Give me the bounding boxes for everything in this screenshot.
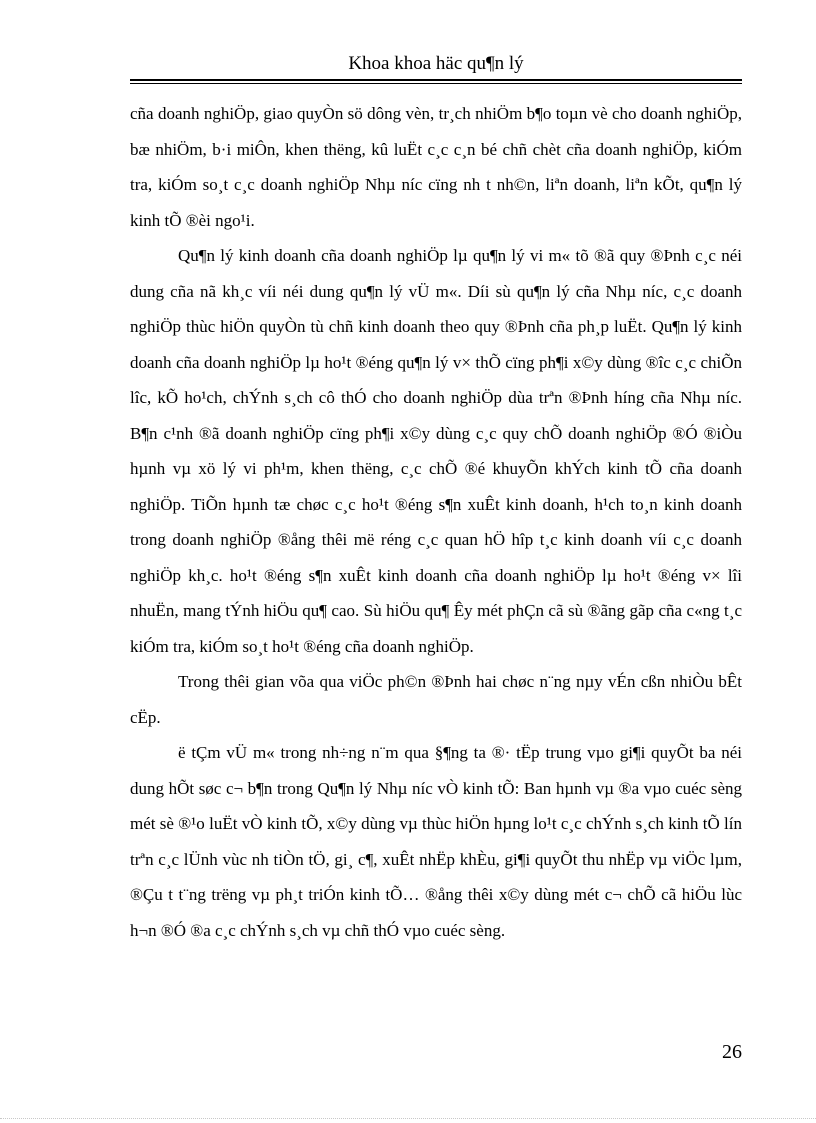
paragraph: ë tÇm vÜ m« trong nh÷ng n¨m qua §¶ng ta ®· tËp trung vµo gi¶i quyÕt ba néi dung hÕt søc c¬ b¶n trong Qu¶n lý Nhµ níc vÒ kinh tÕ: Ban hµnh vµ ®a vµo cuéc sèng mét sè ®¹o luËt vÒ kinh tÕ, x©y dùng vµ thùc hiÖn hµng lo¹t c¸c chÝnh s¸ch kinh tÕ lín trªn c¸c lÜnh vùc nh tiÒn tÖ, gi¸ c¶, xuÊt nhËp khÈu, gi¶i quyÕt thu nhËp vµ viÖc lµm, ®Çu t t¨ng trëng vµ ph¸t triÓn kinh tÕ… ®ång thêi x©y dùng mét c¬ chÕ cã hiÖu lùc h¬n ®Ó ®a c¸c chÝnh s¸ch vµ chñ thÓ vµo cuéc sèng. bbox=[130, 743, 742, 940]
page-header-title: Khoa khoa häc qu¶n lý bbox=[348, 53, 524, 74]
paragraph-continuation: cña doanh nghiÖp, giao quyÒn sö dông vèn, tr¸ch nhiÖm b¶o toµn vè cho doanh nghiÖp, bæ nhiÖm, b·i miÔn, khen thëng, kû luËt c¸c c¸n bé chñ chèt cña doanh nghiÖp, kiÓm tra, kiÓm so¸t c¸c doanh nghiÖp Nhµ níc cïng nh t nh©n, liªn doanh, liªn kÕt, qu¶n lý kinh tÕ ®èi ngo¹i. bbox=[130, 104, 742, 230]
document-body bbox=[130, 96, 742, 948]
paragraph: Trong thêi gian võa qua viÖc ph©n ®Þnh hai chøc n¨ng nµy vÉn cßn nhiÒu bÊt cËp. bbox=[130, 672, 742, 727]
page-number: 26 bbox=[722, 1041, 742, 1063]
footer-dotted-rule bbox=[0, 1118, 816, 1119]
header-rule-thin bbox=[130, 83, 742, 84]
paragraph: Qu¶n lý kinh doanh cña doanh nghiÖp lµ qu¶n lý vi m« tõ ®ã quy ®Þnh c¸c néi dung cña nã kh¸c víi néi dung qu¶n lý vÜ m«. Díi sù qu¶n lý cña Nhµ níc, c¸c doanh nghiÖp thùc hiÖn quyÒn tù chñ kinh doanh theo quy ®Þnh cña ph¸p luËt. Qu¶n lý kinh doanh cña doanh nghiÖp lµ ho¹t ®éng qu¶n lý v× thÕ cïng ph¶i x©y dùng ®îc c¸c chiÕn lîc, kÕ ho¹ch, chÝnh s¸ch cô thÓ cho doanh nghiÖp dùa trªn ®Þnh híng cña Nhµ níc. B¶n c¹nh ®ã doanh nghiÖp cïng ph¶i x©y dùng c¸c quy chÕ doanh nghiÖp ®Ó ®iÒu hµnh vµ xö lý vi ph¹m, khen thëng, c¸c chÕ ®é khuyÕn khÝch kinh tÕ cña doanh nghiÖp. TiÕn hµnh tæ chøc c¸c ho¹t ®éng s¶n xuÊt kinh doanh, h¹ch to¸n kinh doanh trong doanh nghiÖp ®ång thêi më réng c¸c quan hÖ hîp t¸c kinh doanh víi c¸c doanh nghiÖp kh¸c. ho¹t ®éng s¶n xuÊt kinh doanh cña doanh nghiÖp lµ ho¹t ®éng v× lîi nhuËn, mang tÝnh hiÖu qu¶ cao. Sù hiÖu qu¶ Êy mét phÇn cã sù ®ãng gãp cña c«ng t¸c kiÓm tra, kiÓm so¸t ho¹t ®éng cña doanh nghiÖp. bbox=[130, 246, 742, 656]
header-rule-thick bbox=[130, 79, 742, 81]
